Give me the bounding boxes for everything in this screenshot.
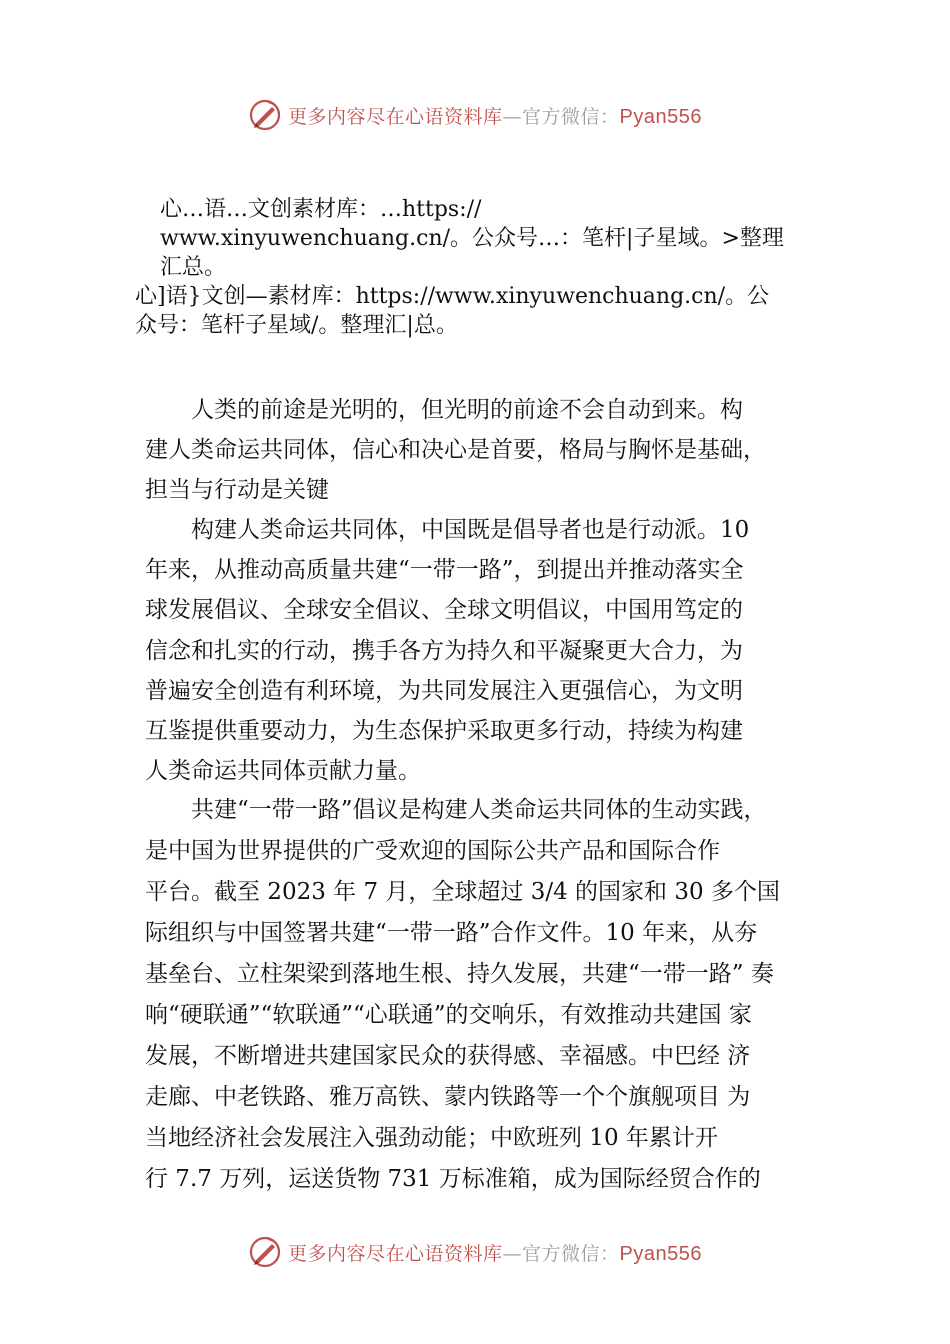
- text-line: 基垒台、立柱架梁到落地生根、持久发展，共建“一带一路” 奏: [145, 961, 774, 987]
- text-line: 担当与行动是关键: [145, 477, 329, 503]
- banner-text: 更多内容尽在心语资料库—官方微信：Pyan556: [288, 1242, 702, 1265]
- text-line: 人类的前途是光明的，但光明的前途不会自动到来。构: [145, 397, 743, 423]
- text-line: 球发展倡议、全球安全倡议、全球文明倡议，中国用笃定的: [145, 597, 743, 624]
- notice-line: www.xinyuwenchuang.cn/。公众号…：笔杆|子星域。>整理: [160, 226, 784, 251]
- text-line: 普遍安全创造有利环境，为共同发展注入更强信心，为文明: [145, 677, 743, 704]
- paragraph-2: [145, 510, 749, 791]
- text-line: 响“硬联通”“软联通”“心联通”的交响乐，有效推动共建国 家: [145, 1002, 752, 1028]
- paragraph-3: [145, 790, 780, 1200]
- header-banner: [0, 95, 950, 135]
- text-line: 共建“一带一路”倡议是构建人类命运共同体的生动实践，: [145, 797, 767, 823]
- notice-line: 众号：笔杆子星域/。整理汇|总。: [135, 313, 458, 338]
- text-line: 人类命运共同体贡献力量。: [145, 758, 421, 785]
- pen-logo-icon: [248, 98, 282, 132]
- text-line: 当地经济社会发展注入强劲动能；中欧班列 10 年累计开: [145, 1125, 718, 1151]
- text-line: 建人类命运共同体，信心和决心是首要，格局与胸怀是基础，: [145, 437, 766, 463]
- paragraph-1: [145, 390, 766, 510]
- text-line: 是中国为世界提供的广受欢迎的国际公共产品和国际合作: [145, 838, 720, 864]
- banner-text: 更多内容尽在心语资料库—官方微信：Pyan556: [288, 105, 702, 128]
- text-line: 互鉴提供重要动力，为生态保护采取更多行动，持续为构建: [145, 717, 743, 744]
- footer-banner: [0, 1232, 950, 1272]
- text-line: 信念和扎实的行动，携手各方为持久和平凝聚更大合力，为: [145, 637, 743, 664]
- text-line: 走廊、中老铁路、雅万高铁、蒙内铁路等一个个旗舰项目 为: [145, 1084, 751, 1110]
- pen-logo-icon: [248, 1235, 282, 1269]
- notice-line: 心…语…文创素材库：…https://: [160, 197, 482, 222]
- notice-line: 汇总。: [160, 255, 227, 280]
- text-line: 行 7.7 万列，运送货物 731 万标准箱，成为国际经贸合作的: [145, 1166, 761, 1192]
- notice-line: 心]语}文创—素材库：https://www.xinyuwenchuang.cn/。公: [135, 284, 770, 309]
- text-line: 平台。截至 2023 年 7 月，全球超过 3/4 的国家和 30 多个国: [145, 879, 780, 905]
- text-line: 发展，不断增进共建国家民众的获得感、幸福感。中巴经 济: [145, 1043, 751, 1069]
- text-line: 构建人类命运共同体，中国既是倡导者也是行动派。10: [145, 517, 750, 543]
- text-line: 年来，从推动高质量共建“一带一路”，到提出并推动落实全: [145, 557, 744, 584]
- text-line: 际组织与中国签署共建“一带一路”合作文件。10 年来，从夯: [145, 920, 758, 946]
